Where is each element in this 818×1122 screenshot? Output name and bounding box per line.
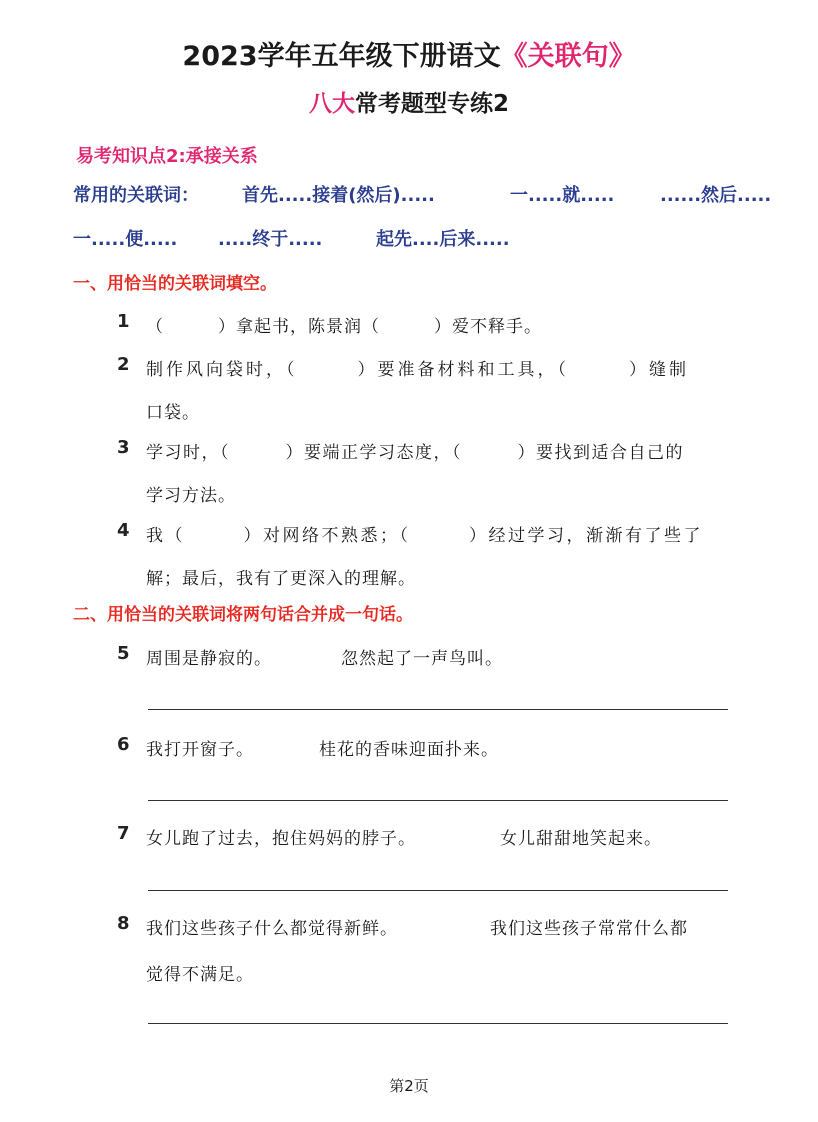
knowledge-point-title: 易考知识点2:承接关系 <box>76 146 258 167</box>
subtitle-main: 常考题型专练2 <box>354 91 509 117</box>
question-text-cont: 口袋。 <box>146 403 200 423</box>
title-main: 2023学年五年级下册语文 <box>182 41 501 72</box>
connective-item: .....终于..... <box>218 229 323 250</box>
question-text: 我（ ）对网络不熟悉；（ ）经过学习，渐渐有了些了 <box>146 526 703 546</box>
question-number: 2 <box>117 354 130 375</box>
connective-item: 一.....就..... <box>510 185 615 206</box>
question-sentence-1: 女儿跑了过去，抱住妈妈的脖子。 <box>146 829 416 849</box>
connective-item: ......然后..... <box>660 185 772 206</box>
answer-line[interactable] <box>148 709 728 710</box>
question-sentence-1: 周围是静寂的。 <box>146 649 272 669</box>
question-text-cont: 解；最后，我有了更深入的理解。 <box>146 569 416 589</box>
question-number: 4 <box>117 520 130 541</box>
question-sentence-2: 忽然起了一声鸟叫。 <box>341 649 503 669</box>
answer-line[interactable] <box>148 890 728 891</box>
question-text-cont: 觉得不满足。 <box>146 965 254 985</box>
question-text: （ ）拿起书，陈景润（ ）爱不释手。 <box>146 317 542 337</box>
question-number: 8 <box>117 913 130 934</box>
question-number: 3 <box>117 437 130 458</box>
question-sentence-2: 女儿甜甜地笑起来。 <box>500 829 662 849</box>
connective-item: 一.....便..... <box>73 229 178 250</box>
page-number: 第2页 <box>389 1077 429 1095</box>
connective-item: 起先....后来..... <box>376 229 510 250</box>
answer-line[interactable] <box>148 800 728 801</box>
page-title <box>0 34 818 73</box>
question-sentence-1: 我打开窗子。 <box>146 740 254 760</box>
connectives-label: 常用的关联词： <box>73 185 199 206</box>
question-number: 6 <box>117 734 130 755</box>
answer-line[interactable] <box>148 1023 728 1024</box>
question-number: 7 <box>117 823 130 844</box>
page-subtitle <box>0 85 818 118</box>
question-sentence-2: 桂花的香味迎面扑来。 <box>319 740 499 760</box>
question-text: 制作风向袋时，（ ）要准备材料和工具，（ ）缝制 <box>146 360 689 380</box>
question-text-cont: 学习方法。 <box>146 486 236 506</box>
question-number: 1 <box>117 311 130 332</box>
question-number: 5 <box>117 643 130 664</box>
section-heading: 一、用恰当的关联词填空。 <box>73 274 277 294</box>
question-sentence-1: 我们这些孩子什么都觉得新鲜。 <box>146 919 398 939</box>
question-text: 学习时，（ ）要端正学习态度，（ ）要找到适合自己的 <box>146 443 684 463</box>
connective-item: 首先.....接着(然后)..... <box>242 185 435 206</box>
section-heading: 二、用恰当的关联词将两句话合并成一句话。 <box>73 605 413 625</box>
title-highlight: 《关联句》 <box>500 41 636 72</box>
subtitle-highlight: 八大 <box>308 91 355 117</box>
question-sentence-2: 我们这些孩子常常什么都 <box>490 919 688 939</box>
